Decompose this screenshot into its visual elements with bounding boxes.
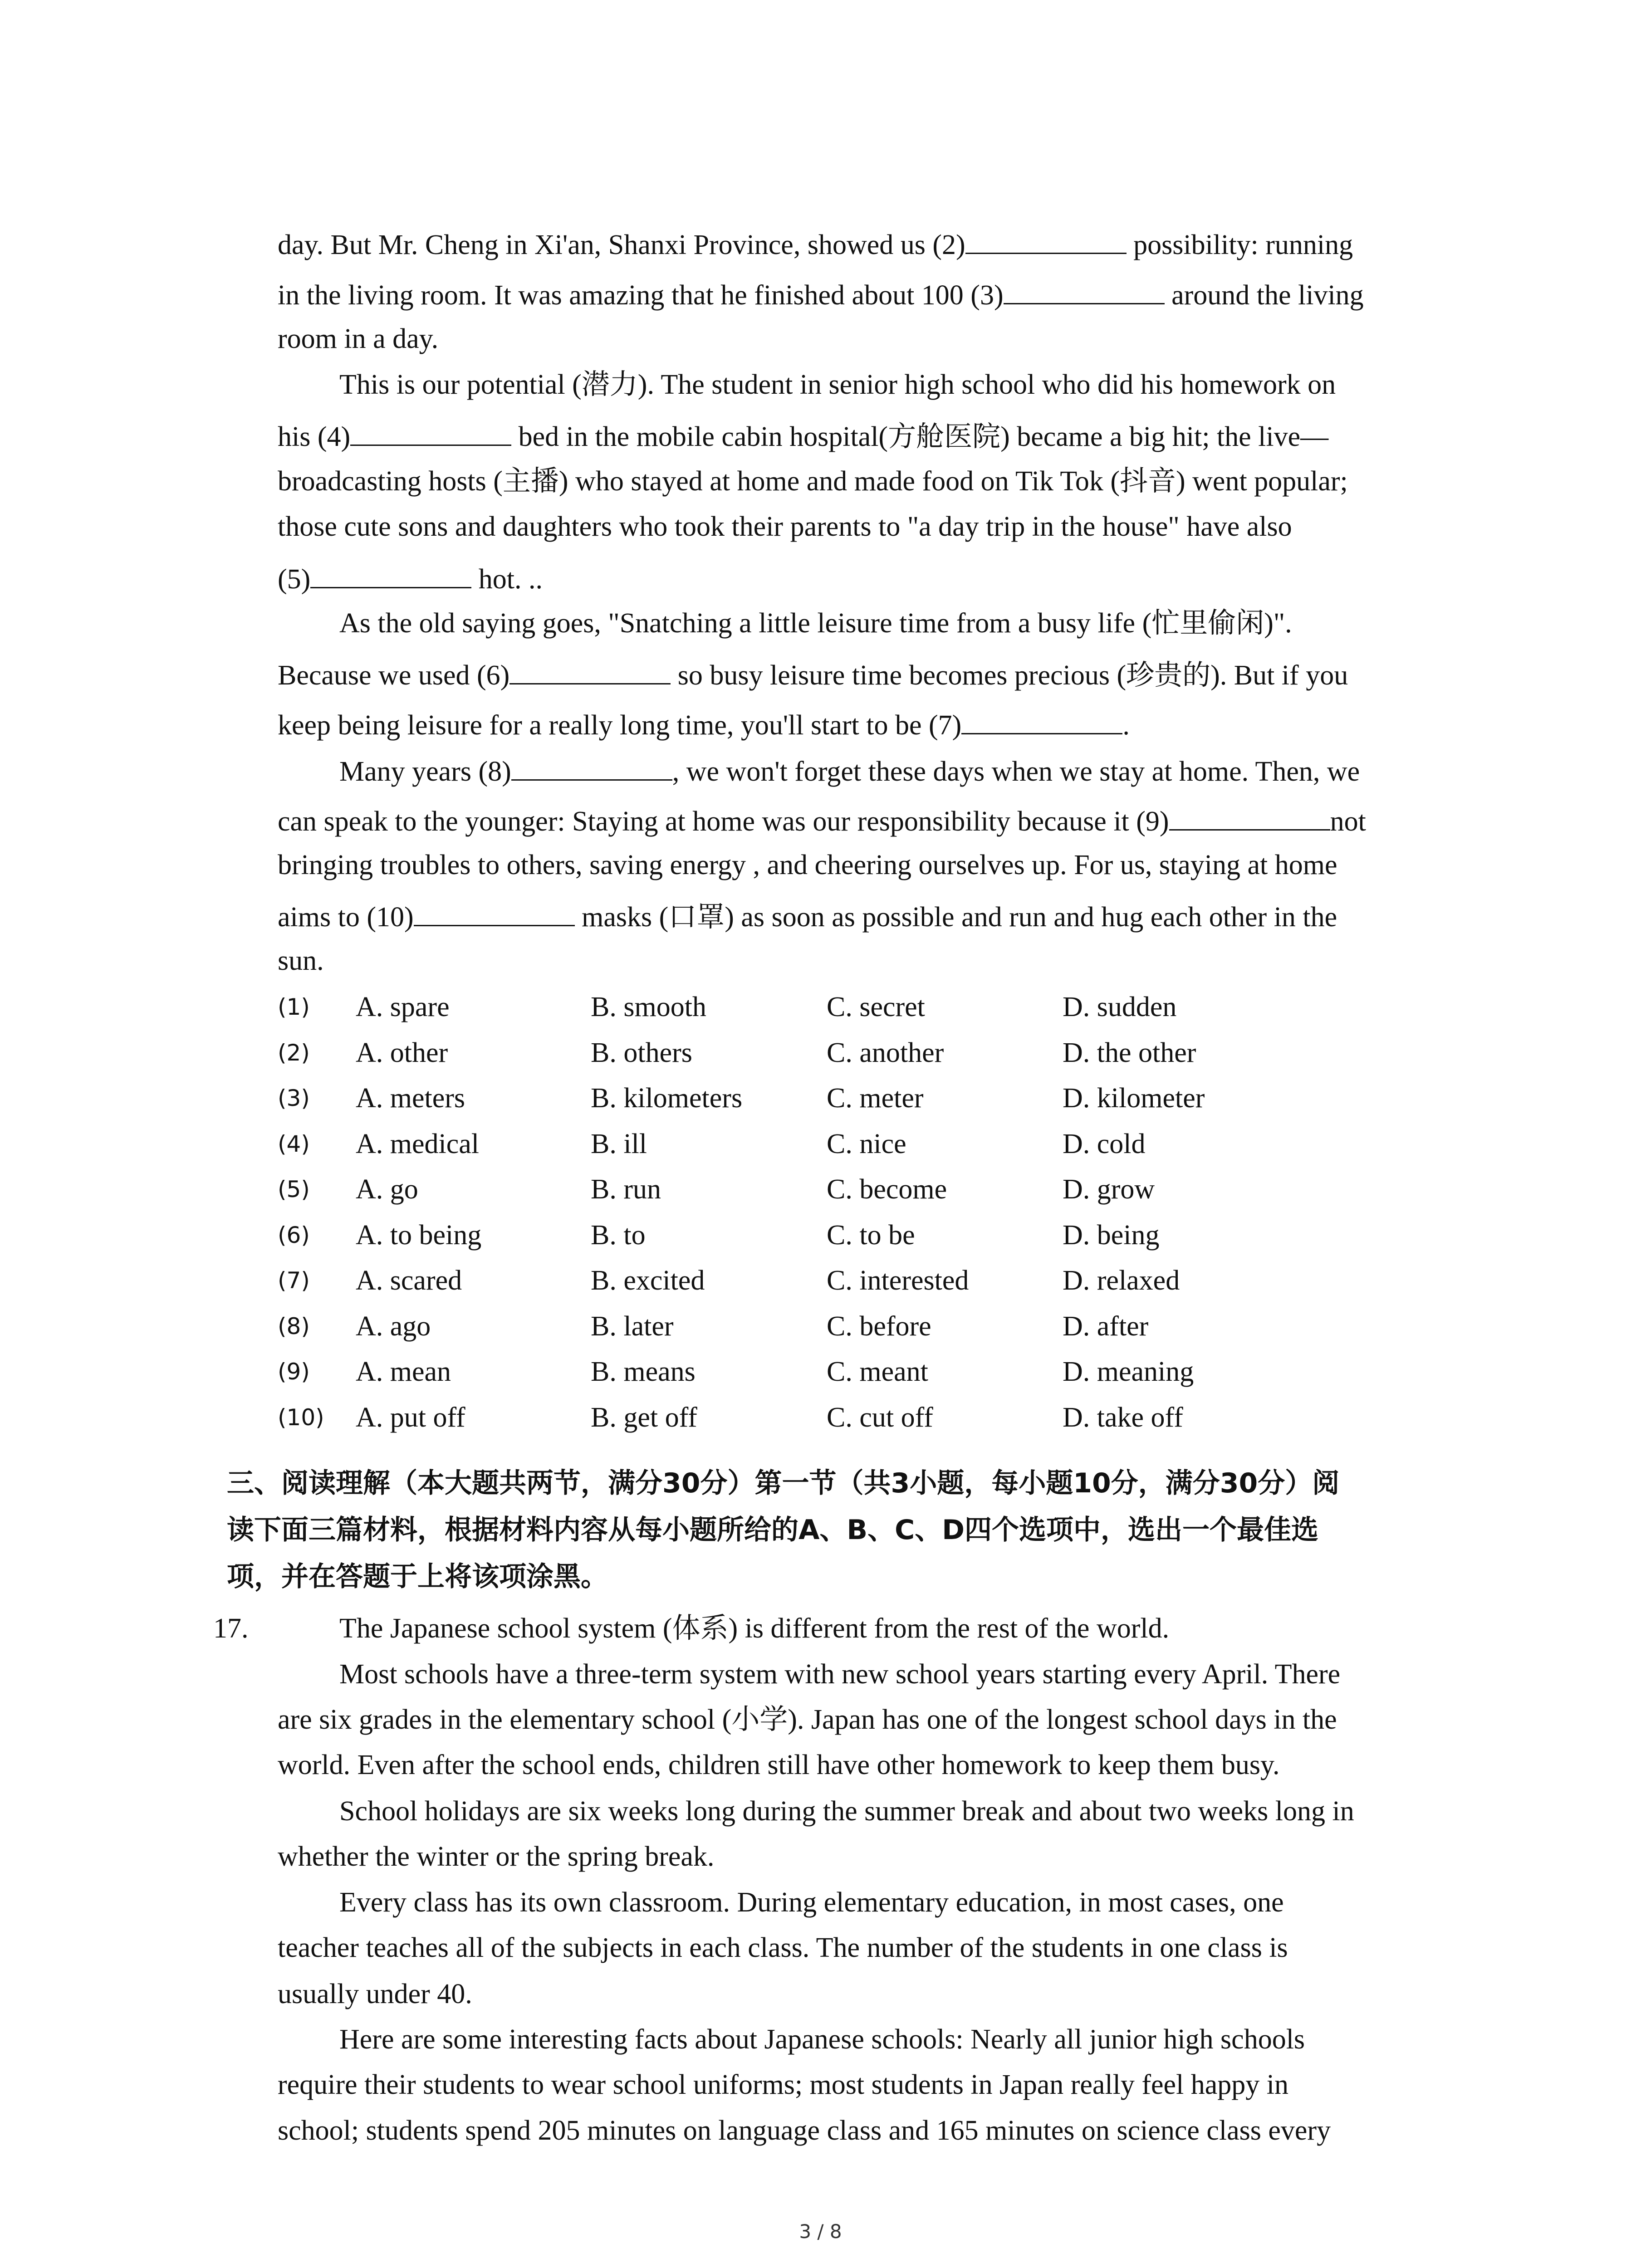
option-choice: C. interested xyxy=(827,1265,969,1296)
passage-text: masks (口罩) as soon as possible and run and hug each other in the xyxy=(574,902,1337,933)
option-choice: A. other xyxy=(356,1037,448,1068)
passage-text: Many years (8) xyxy=(339,756,511,787)
passage-line xyxy=(278,279,1364,309)
passage-line xyxy=(278,901,1337,931)
option-choice: C. secret xyxy=(827,992,925,1022)
option-choice: B. ill xyxy=(591,1129,647,1159)
passage-line xyxy=(278,660,1348,689)
option-choice: B. run xyxy=(591,1174,661,1205)
option-choice: B. others xyxy=(591,1037,692,1068)
answer-blank xyxy=(511,756,672,781)
passage-line xyxy=(278,709,1130,739)
passage-line: Every class has its own classroom. During elementary education, in most cases, one xyxy=(339,1887,1284,1918)
answer-blank xyxy=(310,563,471,588)
option-choice: C. meant xyxy=(827,1356,928,1387)
answer-blank xyxy=(965,229,1127,254)
option-number: (1) xyxy=(278,994,310,1020)
option-choice: D. after xyxy=(1063,1311,1149,1342)
section-heading-line: 项，并在答题于上将该项涂黑。 xyxy=(227,1561,608,1593)
option-choice: A. put off xyxy=(356,1402,465,1433)
page-number: 3 / 8 xyxy=(799,2220,842,2243)
passage-text: so busy leisure time becomes precious (珍贵的). But if you xyxy=(671,660,1348,691)
passage-text: As the old saying goes, "Snatching a little leisure time from a busy life (忙里偷闲)". xyxy=(339,608,1292,639)
passage-text: day. But Mr. Cheng in Xi'an, Shanxi Province, showed us (2) xyxy=(278,230,965,260)
passage-text: Because we used (6) xyxy=(278,660,510,691)
option-choice: A. meters xyxy=(356,1083,465,1114)
passage-line xyxy=(278,806,1366,836)
passage-text: in the living room. It was amazing that he finished about 100 (3) xyxy=(278,280,1004,311)
option-choice: B. means xyxy=(591,1356,696,1387)
passage-line xyxy=(278,421,1328,451)
passage-line xyxy=(278,229,1353,259)
answer-blank xyxy=(1169,806,1330,831)
option-choice: B. kilometers xyxy=(591,1083,743,1114)
option-choice: B. smooth xyxy=(591,992,706,1022)
passage-line: The Japanese school system (体系) is different from the rest of the world. xyxy=(339,1613,1170,1644)
passage-text: possibility: running xyxy=(1126,230,1353,260)
passage-line xyxy=(278,851,1337,879)
option-choice: D. take off xyxy=(1063,1402,1183,1433)
passage-line: teacher teaches all of the subjects in each class. The number of the students in one class is xyxy=(278,1932,1288,1963)
question-number: 17. xyxy=(213,1613,249,1644)
section-heading-line: 三、阅读理解（本大题共两节，满分30分）第一节（共3小题，每小题10分，满分30分）阅 xyxy=(227,1467,1340,1499)
answer-blank xyxy=(414,901,575,926)
option-choice: A. scared xyxy=(356,1265,462,1296)
option-choice: D. relaxed xyxy=(1063,1265,1180,1296)
passage-line xyxy=(278,513,1292,541)
passage-text: , we won't forget these days when we stay at home. Then, we xyxy=(672,756,1360,787)
passage-line: School holidays are six weeks long during the summer break and about two weeks long in xyxy=(339,1796,1354,1827)
answer-blank xyxy=(350,421,511,446)
option-choice: C. nice xyxy=(827,1129,906,1159)
passage-text: not xyxy=(1330,806,1366,837)
option-choice: C. cut off xyxy=(827,1402,933,1433)
answer-blank xyxy=(1004,279,1165,304)
option-number: (2) xyxy=(278,1040,310,1066)
option-choice: A. ago xyxy=(356,1311,431,1342)
option-choice: A. spare xyxy=(356,992,450,1022)
passage-text: bed in the mobile cabin hospital(方舱医院) became a big hit; the live— xyxy=(511,421,1329,452)
option-choice: C. another xyxy=(827,1037,944,1068)
passage-text: bringing troubles to others, saving energy , and cheering ourselves up. For us, staying at home xyxy=(278,850,1337,880)
passage-text: hot. .. xyxy=(471,564,543,595)
option-choice: D. cold xyxy=(1063,1129,1146,1159)
passage-text: (5) xyxy=(278,564,311,595)
passage-line xyxy=(339,371,1336,399)
passage-line: Here are some interesting facts about Japanese schools: Nearly all junior high schools xyxy=(339,2024,1305,2055)
passage-text: This is our potential (潜力). The student in senior high school who did his homework on xyxy=(339,369,1336,400)
option-number: (9) xyxy=(278,1359,310,1385)
passage-line xyxy=(278,563,543,593)
option-number: (3) xyxy=(278,1085,310,1111)
option-choice: A. mean xyxy=(356,1356,451,1387)
option-choice: D. being xyxy=(1063,1220,1160,1251)
section-heading-line: 读下面三篇材料，根据材料内容从每小题所给的A、B、C、D四个选项中，选出一个最佳选 xyxy=(227,1514,1319,1546)
option-choice: A. go xyxy=(356,1174,418,1205)
option-choice: B. later xyxy=(591,1311,674,1342)
option-choice: C. to be xyxy=(827,1220,915,1251)
option-choice: A. medical xyxy=(356,1129,480,1159)
passage-line: usually under 40. xyxy=(278,1979,472,2009)
option-choice: D. sudden xyxy=(1063,992,1177,1022)
option-number: (6) xyxy=(278,1222,310,1248)
passage-text: his (4) xyxy=(278,421,351,452)
passage-line xyxy=(278,467,1348,495)
answer-blank xyxy=(509,660,671,684)
option-choice: D. the other xyxy=(1063,1037,1196,1068)
option-number: (4) xyxy=(278,1131,310,1157)
option-choice: B. to xyxy=(591,1220,646,1251)
passage-text: broadcasting hosts (主播) who stayed at home and made food on Tik Tok (抖音) went popular; xyxy=(278,466,1348,497)
option-choice: D. kilometer xyxy=(1063,1083,1205,1114)
option-choice: C. become xyxy=(827,1174,947,1205)
passage-text: can speak to the younger: Staying at home was our responsibility because it (9) xyxy=(278,806,1169,837)
passage-line xyxy=(339,756,1360,786)
passage-line xyxy=(339,609,1292,637)
passage-text: around the living xyxy=(1164,280,1364,311)
passage-text: aims to (10) xyxy=(278,902,414,933)
passage-text: sun. xyxy=(278,945,324,976)
option-number: (5) xyxy=(278,1176,310,1202)
passage-text: room in a day. xyxy=(278,323,439,354)
option-choice: B. get off xyxy=(591,1402,697,1433)
option-choice: D. grow xyxy=(1063,1174,1155,1205)
answer-blank xyxy=(961,709,1122,734)
passage-line xyxy=(278,325,438,353)
option-choice: B. excited xyxy=(591,1265,705,1296)
passage-line: whether the winter or the spring break. xyxy=(278,1841,715,1872)
option-number: (7) xyxy=(278,1267,310,1294)
option-number: (8) xyxy=(278,1313,310,1339)
passage-line: school; students spend 205 minutes on language class and 165 minutes on science class every xyxy=(278,2115,1331,2146)
option-number: (10) xyxy=(278,1404,324,1431)
option-choice: C. before xyxy=(827,1311,931,1342)
passage-text: . xyxy=(1122,710,1130,741)
passage-line xyxy=(278,947,324,975)
passage-line: are six grades in the elementary school (小学). Japan has one of the longest school days in the xyxy=(278,1704,1337,1735)
option-choice: D. meaning xyxy=(1063,1356,1194,1387)
option-choice: C. meter xyxy=(827,1083,924,1114)
passage-line: world. Even after the school ends, children still have other homework to keep them busy. xyxy=(278,1750,1280,1780)
passage-line: Most schools have a three-term system with new school years starting every April. There xyxy=(339,1659,1341,1690)
passage-line: require their students to wear school uniforms; most students in Japan really feel happy in xyxy=(278,2069,1289,2100)
option-choice: A. to being xyxy=(356,1220,482,1251)
passage-text: keep being leisure for a really long time, you'll start to be (7) xyxy=(278,710,962,741)
passage-text: those cute sons and daughters who took their parents to "a day trip in the house" have also xyxy=(278,511,1292,542)
